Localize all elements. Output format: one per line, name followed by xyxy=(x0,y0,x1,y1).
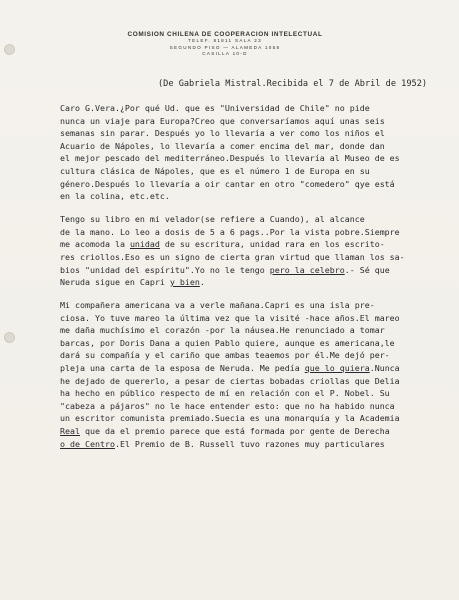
letter-line: Tengo su libro en mi velador(se refiere a Cuando), al alcance xyxy=(60,214,365,225)
letter-line: Mi compañera americana va a verle mañana.Capri es una isla pre- xyxy=(60,300,375,311)
letter-line: nunca un viaje para Europa?Creo que conversaríamos aquí unas seis xyxy=(60,115,385,126)
letter-line: he dejado de quererlo, a pesar de ciertas bobadas criollas que Delia xyxy=(60,375,400,386)
underlined-phrase: pero la celebro xyxy=(269,264,345,275)
letter-line: me acomoda la unidad de su escritura, unidad rara en los escrito- xyxy=(60,239,385,250)
paragraph-gap xyxy=(60,289,440,299)
letter-line: Real que da el premio parece que está formada por gente de Derecha xyxy=(60,426,390,437)
underlined-phrase: que lo quiera xyxy=(304,363,370,374)
letter-body xyxy=(60,102,440,450)
underlined-phrase: Real xyxy=(60,426,80,437)
letter-line: en la colina, etc.etc. xyxy=(60,191,170,202)
letter-line: dará su compañía y el cariño que ambas teaemos por él.Me dejó per- xyxy=(60,350,390,361)
underlined-phrase: y bien xyxy=(169,277,200,288)
letter-line: de la mano. Lo leo a dosis de 5 a 6 pags..Por la vista pobre.Siempre xyxy=(60,226,400,237)
letter-line: Caro G.Vera.¿Por qué Ud. que es "Universidad de Chile" no pide xyxy=(60,103,370,113)
letterhead-organization: COMISION CHILENA DE COOPERACION INTELECTUAL xyxy=(127,31,323,38)
paragraph-gap xyxy=(60,203,440,213)
letter-line: un escritor comunista premiado.Suecia es una monarquía y la Academia xyxy=(60,413,400,424)
letter-line: cultura clásica de Nápoles, que es el número 1 de Europa en su xyxy=(60,165,370,176)
letter-line: Acuario de Nápoles, lo llevaría a comer encima del mar, donde dan xyxy=(60,140,385,151)
letter-line: bios "unidad del espíritu".Yo no le tengo pero la celebro.- Sé que xyxy=(60,264,390,275)
letter-line: el mejor pescado del mediterráneo.Después lo llevaría al Museo de es xyxy=(60,153,400,164)
letter-line: género.Después lo llevaría a oir cantar en otro "comedero" qye está xyxy=(60,178,395,189)
letterhead xyxy=(100,31,350,58)
letter-line: res criollos.Eso es un signo de cierta gran virtud que llaman los sa- xyxy=(60,251,405,262)
punch-hole-icon xyxy=(4,44,15,55)
punch-hole-icon xyxy=(4,332,15,343)
underlined-phrase: o de Centro xyxy=(60,438,115,449)
letter-line: o de Centro.El Premio de B. Russell tuvo razones muy particulares xyxy=(60,438,385,449)
letter-line: Neruda sigue en Capri y bien. xyxy=(60,277,205,288)
letter-line: "cabeza a pájaros" no le hace entender esto: que no ha habido nunca xyxy=(60,400,395,411)
received-note: (De Gabriela Mistral.Recibida el 7 de Abril de 1952) xyxy=(158,79,428,89)
underlined-phrase: unidad xyxy=(129,239,160,250)
letter-line: pleja una carta de la esposa de Neruda. Me pedía que lo quiera.Nunca xyxy=(60,363,400,374)
letterhead-phone: TELEF. 81811 SALA 23 xyxy=(188,38,262,43)
letter-line: barcas, por Doris Dana a quien Pablo quiere, aunque es americana,le xyxy=(60,337,395,348)
letter-line: me daña muchísimo el corazón -por la náusea.He renunciado a tomar xyxy=(60,325,385,336)
letterhead-box: CASILLA 10-D xyxy=(202,51,248,56)
letter-line: ha hecho en público respecto de mí en relación con el P. Nobel. Su xyxy=(60,388,390,399)
letter-line: semanas sin parar. Después yo lo llevaría a ver como los niños el xyxy=(60,128,385,139)
letter-line: ciosa. Yo tuve mareo la última vez que la visité -hace años.El mareo xyxy=(60,312,400,323)
letterhead-address: SEGUNDO PISO — ALAMEDA 1058 xyxy=(169,44,281,50)
